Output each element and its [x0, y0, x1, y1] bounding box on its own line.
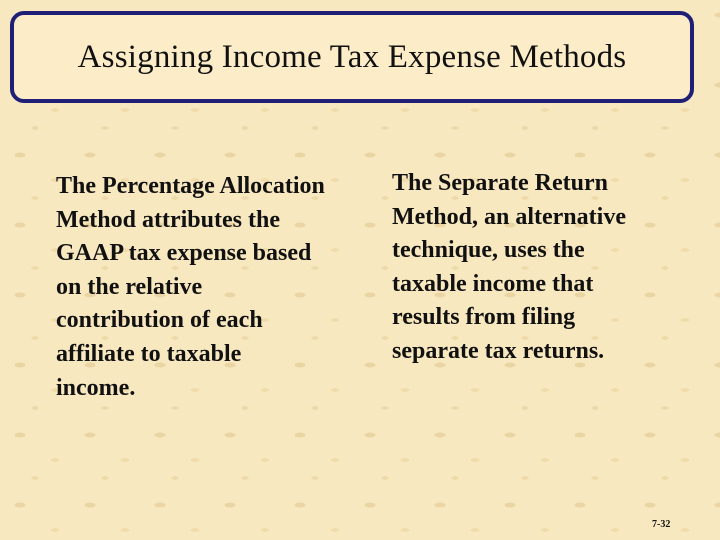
slide-title: Assigning Income Tax Expense Methods: [77, 38, 627, 75]
title-box: [10, 11, 694, 103]
left-column-text: The Percentage Allocation Method attributes the GAAP tax expense based on the relative contribution of each affiliate to taxable income.: [56, 173, 325, 401]
page-number: 7-32: [652, 519, 671, 530]
right-column-text: The Separate Return Method, an alternative technique, uses the taxable income that results from filing separate tax returns.: [392, 170, 626, 364]
